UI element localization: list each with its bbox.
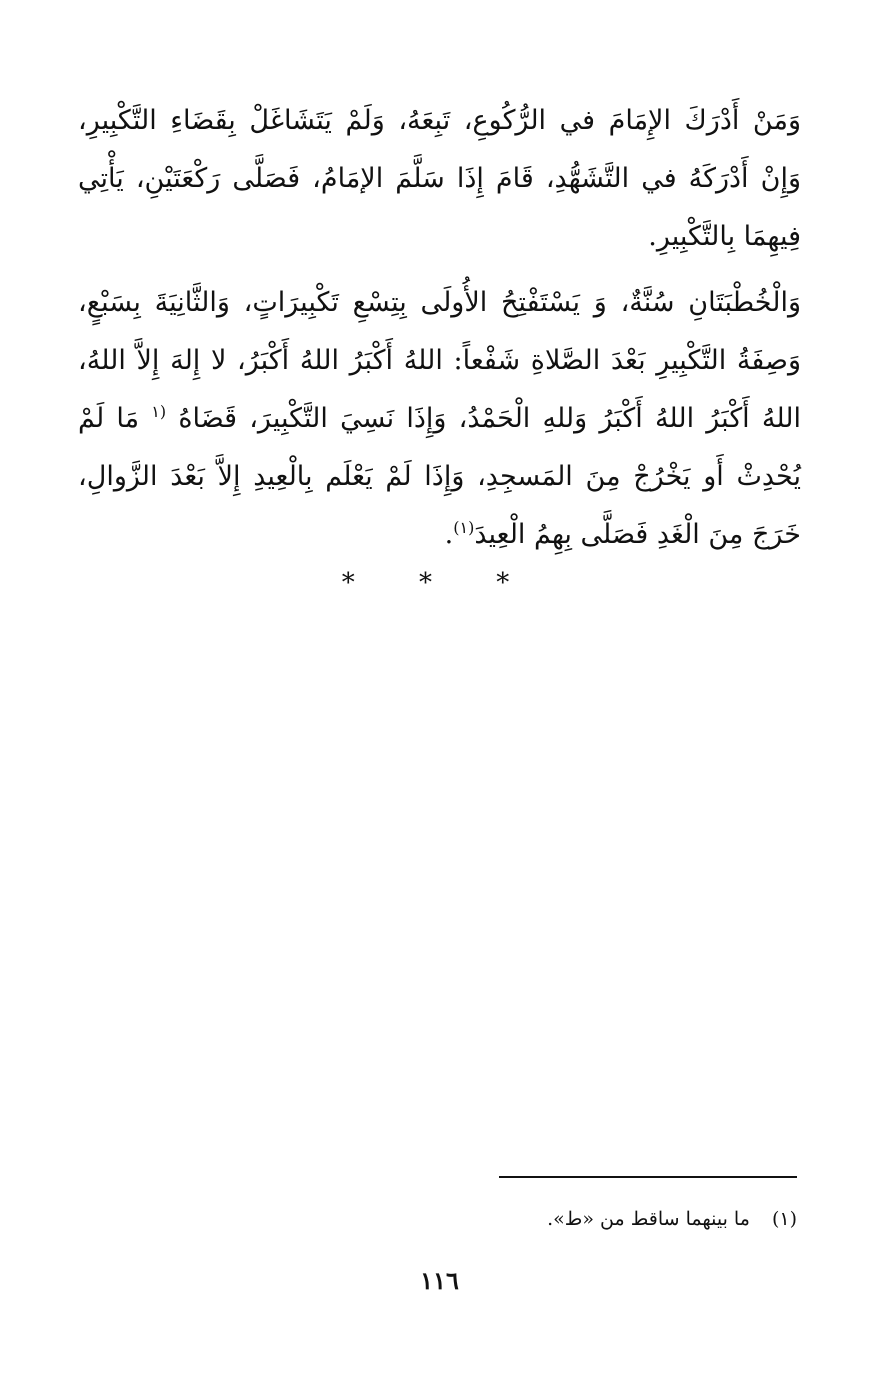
page-number: ١١٦ [420, 1266, 459, 1295]
footnote-ref-start: (١ [151, 402, 167, 421]
paragraph-2-text: وَالْخُطْبَتَانِ سُنَّةٌ، وَ يَسْتَفْتِحُ الأُولَى بِتِسْعِ تَكْبِيرَاتٍ، وَالثَّانِيَةَ بِسَبْعٍ، وَصِفَةُ التَّكْبِيرِ بَعْدَ الصَّلاةِ شَفْعاً: اللهُ أَكْبَرُ اللهُ أَكْبَرُ، لا إِلهَ إِلاَّ اللهُ، اللهُ أَكْبَرُ اللهُ أَكْبَرُ وَللهِ الْحَمْدُ، وَإِذَا نَسِيَ التَّكْبِيرَ، قَضَاهُ [78, 287, 802, 434]
footnote-marker: (١) [771, 1208, 797, 1230]
section-separator: * * * [341, 568, 538, 598]
footnote-text: ما بينهما ساقط من «ط». [547, 1208, 750, 1230]
main-text [78, 92, 801, 564]
paragraph-2 [78, 274, 801, 564]
paragraph-1 [78, 92, 801, 266]
footnote [82, 1204, 797, 1234]
paragraph-2-text-continued: مَا لَمْ يُحْدِثْ أَو يَخْرُجْ مِنَ المَسجِدِ، وَإِذَا لَمْ يَعْلَم بِالْعِيدِ إِلاَّ بَعْدَ الزَّوالِ، خَرَجَ مِنَ الْغَدِ فَصَلَّى بِهِمُ الْعِيدَ [78, 403, 801, 550]
footnote-divider [499, 1176, 797, 1178]
paragraph-2-end-punct: . [444, 519, 454, 550]
footnote-ref-end: (١) [453, 518, 475, 537]
paragraph-1-text: وَمَنْ أَدْرَكَ الإِمَامَ في الرُّكُوعِ، تَبِعَهُ، وَلَمْ يَتَشَاغَلْ بِقَضَاءِ التَّكْبِيرِ، وَإِنْ أَدْرَكَهُ في التَّشَهُّدِ، قَامَ إِذَا سَلَّمَ الإمَامُ، فَصَلَّى رَكْعَتَيْنِ، يَأْتِي فِيهِمَا بِالتَّكْبِيرِ. [78, 105, 801, 252]
